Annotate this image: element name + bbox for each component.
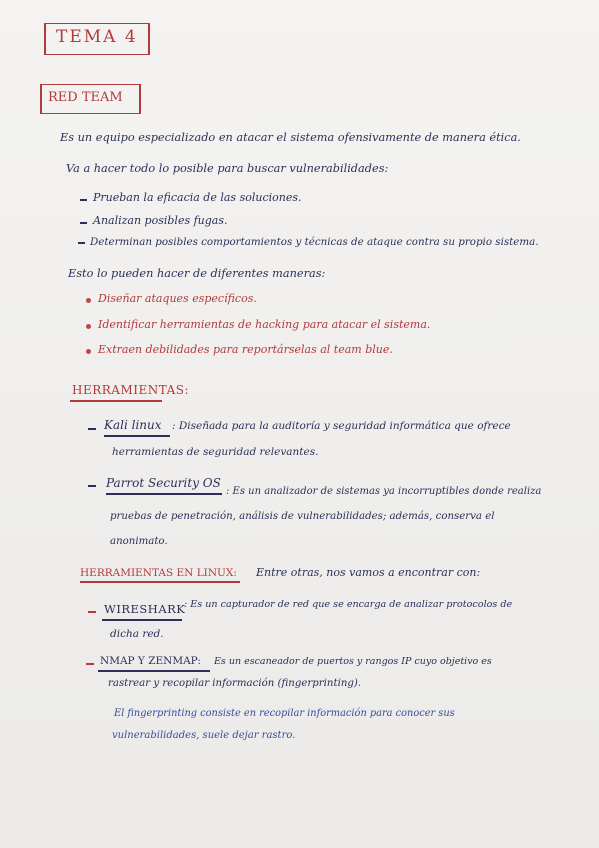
ways-item: Diseñar ataques específicos.	[98, 292, 257, 305]
ways-item: Extraen debilidades para reportárselas al team blue.	[98, 343, 393, 356]
parrot-desc-3: anonimato.	[110, 536, 168, 547]
list-dash	[88, 611, 96, 613]
list-dash	[86, 663, 94, 665]
tools-heading: HERRAMIENTAS:	[72, 383, 190, 397]
parrot-desc-1: : Es un analizador de sistemas ya incorruptibles donde realiza	[226, 486, 542, 497]
parrot-name: Parrot Security OS	[106, 476, 221, 490]
list-dash	[78, 242, 85, 244]
intro-line-3: Esto lo pueden hacer de diferentes maneras:	[68, 267, 326, 280]
list-dash	[80, 222, 87, 224]
wireshark-desc-2: dicha red.	[110, 628, 164, 640]
list-dash	[80, 199, 87, 201]
intro-line-2: Va a hacer todo lo posible para buscar vulnerabilidades:	[66, 162, 389, 175]
ways-item: Identificar herramientas de hacking para atacar el sistema.	[98, 318, 431, 331]
wireshark-name: WIRESHARK	[104, 602, 186, 616]
kali-name: Kali linux	[104, 418, 162, 432]
section-heading: RED TEAM	[48, 90, 123, 105]
kali-desc-1: : Diseñada para la auditoría y seguridad informática que ofrece	[172, 420, 511, 432]
list-item: Prueban la eficacia de las soluciones.	[93, 191, 302, 204]
list-item: Determinan posibles comportamientos y técnicas de ataque contra su propio sistema.	[90, 236, 539, 248]
page-title: TEMA 4	[56, 27, 138, 47]
list-dash	[88, 428, 96, 430]
kali-underline	[104, 435, 170, 437]
parrot-desc-2: pruebas de penetración, análisis de vulnerabilidades; además, conserva el	[110, 511, 495, 522]
note-line-2: vulnerabilidades, suele dejar rastro.	[112, 730, 296, 741]
heading-underline	[70, 400, 162, 402]
list-item: Analizan posibles fugas.	[93, 214, 228, 227]
wireshark-desc-1: : Es un capturador de red que se encarga de analizar protocolos de	[184, 599, 513, 610]
linux-heading: HERRAMIENTAS EN LINUX:	[80, 567, 237, 579]
bullet-dot	[86, 324, 91, 329]
parrot-underline	[106, 493, 222, 495]
linux-underline	[80, 581, 240, 583]
bullet-dot	[86, 349, 91, 354]
wireshark-underline	[102, 619, 182, 621]
nmap-desc-2: rastrear y recopilar información (fingerprinting).	[108, 678, 362, 689]
nmap-underline	[98, 670, 210, 672]
note-line-1: El fingerprinting consiste en recopilar información para conocer sus	[114, 708, 455, 719]
nmap-name: NMAP Y ZENMAP:	[100, 655, 201, 667]
intro-line-1: Es un equipo especializado en atacar el sistema ofensivamente de manera ética.	[60, 131, 521, 144]
linux-intro: Entre otras, nos vamos a encontrar con:	[256, 566, 481, 579]
nmap-desc-1: Es un escaneador de puertos y rangos IP cuyo objetivo es	[214, 656, 492, 667]
bullet-dot	[86, 298, 91, 303]
list-dash	[88, 485, 96, 487]
kali-desc-2: herramientas de seguridad relevantes.	[112, 446, 319, 458]
